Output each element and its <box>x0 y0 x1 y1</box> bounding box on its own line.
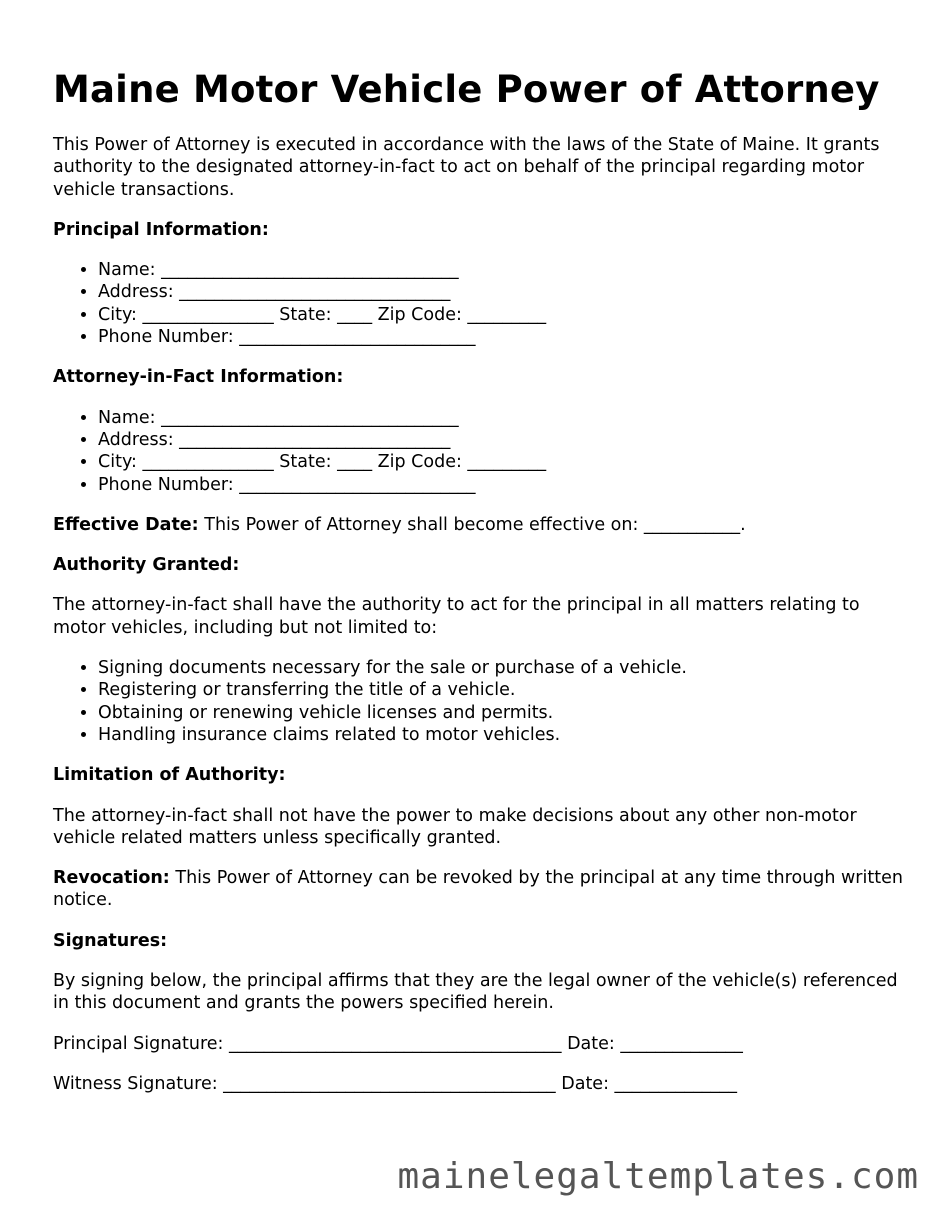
principal-city-state-zip-field: • City: _______________ State: ____ Zip Code: _________ <box>98 304 913 326</box>
signatures-heading: Signatures: <box>53 930 168 951</box>
effective-date-paragraph <box>53 514 913 536</box>
principal-address-field: • Address: _______________________________ <box>98 281 913 303</box>
attorney-city-state-zip-field: • City: _______________ State: ____ Zip Code: _________ <box>98 451 913 473</box>
witness-signature-line: Witness Signature: ______________________________________ Date: ______________ <box>53 1073 738 1094</box>
document-page <box>53 64 913 1113</box>
limitation-paragraph: The attorney-in-fact shall not have the power to make decisions about any other non-motor vehicle related matters unless specifically granted. <box>53 805 857 848</box>
attorney-name-field: • Name: __________________________________ <box>98 407 913 429</box>
effective-date-label: Effective Date: <box>53 514 199 535</box>
limitation-heading: Limitation of Authority: <box>53 765 286 786</box>
attorney-heading: Attorney-in-Fact Information: <box>53 367 344 388</box>
principal-heading: Principal Information: <box>53 219 269 240</box>
authority-item: • Signing documents necessary for the sale or purchase of a vehicle. <box>98 657 913 679</box>
principal-phone-field: • Phone Number: ___________________________ <box>98 326 913 348</box>
authority-paragraph: The attorney-in-fact shall have the authority to act for the principal in all matters relating to motor vehicles, including but not limited to: <box>53 595 860 638</box>
attorney-address-field: • Address: _______________________________ <box>98 429 913 451</box>
signatures-paragraph: By signing below, the principal affirms that they are the legal owner of the vehicle(s) referenced in this document and grants the powers specified herein. <box>53 971 898 1014</box>
principal-signature-line: Principal Signature: ______________________________________ Date: ______________ <box>53 1033 743 1054</box>
revocation-label: Revocation: <box>53 868 170 889</box>
attorney-field-list <box>53 407 913 496</box>
authority-item: • Handling insurance claims related to motor vehicles. <box>98 724 913 746</box>
attorney-phone-field: • Phone Number: ___________________________ <box>98 474 913 496</box>
revocation-paragraph <box>53 867 913 912</box>
effective-date-text: This Power of Attorney shall become effective on: ___________. <box>198 514 746 535</box>
authority-list <box>53 657 913 746</box>
site-watermark: mainelegaltemplates.com <box>397 1156 919 1197</box>
authority-heading: Authority Granted: <box>53 555 240 576</box>
principal-name-field: • Name: __________________________________ <box>98 259 913 281</box>
document-title: Maine Motor Vehicle Power of Attorney <box>53 68 880 111</box>
principal-field-list <box>53 259 913 348</box>
intro-paragraph: This Power of Attorney is executed in accordance with the laws of the State of Maine. It grants authority to the designated attorney-in-fact to act on behalf of the principal regarding motor vehicle transactions. <box>53 135 880 200</box>
authority-item: • Obtaining or renewing vehicle licenses and permits. <box>98 702 913 724</box>
authority-item: • Registering or transferring the title of a vehicle. <box>98 679 913 701</box>
revocation-text: This Power of Attorney can be revoked by the principal at any time through written notice. <box>53 868 903 911</box>
